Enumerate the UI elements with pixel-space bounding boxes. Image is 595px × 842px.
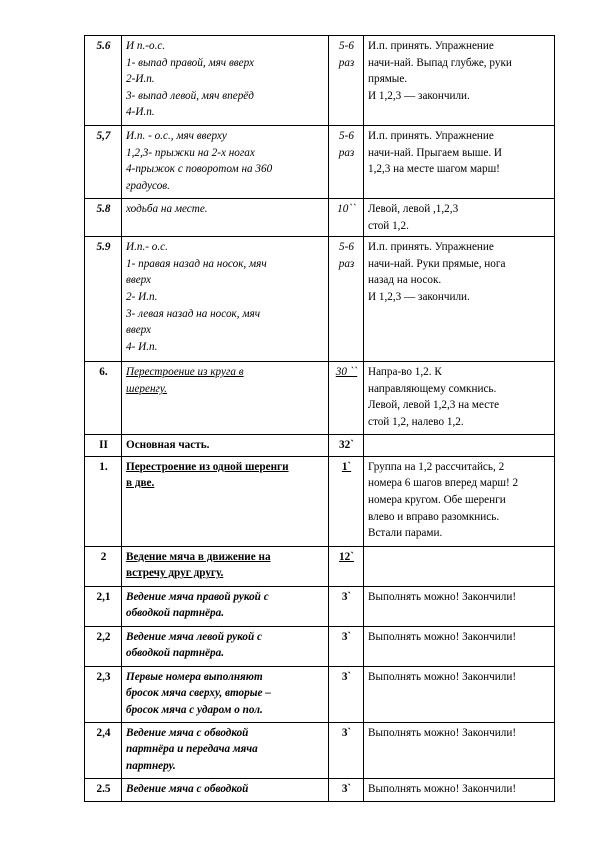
exercise-description: И.п.- о.с. 1- правая назад на носок, мяч вверх 2- И.п. 3- левая назад на носок, мяч вверх 4- И.п. — [122, 237, 329, 362]
exercise-title: Ведение мяча в движение на встречу друг другу. — [126, 550, 271, 580]
row-number: 5.9 — [85, 237, 122, 362]
exercise-description: ходьба на месте. — [122, 199, 329, 237]
row-number: 2,1 — [85, 586, 122, 626]
dosage: 3` — [329, 586, 364, 626]
dosage: 3` — [329, 778, 364, 801]
table-row — [85, 722, 555, 778]
dosage: 12` — [339, 550, 354, 563]
row-number: 2 — [85, 546, 122, 586]
dosage: 3` — [329, 722, 364, 778]
table-row — [85, 237, 555, 362]
methodical-notes: Выполнять можно! Закончили! — [364, 626, 555, 666]
exercise-description: И п.-о.с. 1- выпад правой, мяч вверх 2-И.п. 3- выпад левой, мяч вперёд 4-И.п. — [122, 36, 329, 126]
methodical-notes: И.п. принять. Упражнение начи-най. Руки прямые, нога назад на носок. И 1,2,3 — закончили. — [364, 237, 555, 362]
table-row — [85, 778, 555, 801]
table-row — [85, 362, 555, 435]
exercise-description: Ведение мяча левой рукой с обводкой партнёра. — [122, 626, 329, 666]
row-number: 2,4 — [85, 722, 122, 778]
methodical-notes: Выполнять можно! Закончили! — [364, 586, 555, 626]
row-number: 5.6 — [85, 36, 122, 126]
dosage: 5-6 раз — [329, 36, 364, 126]
dosage: 3` — [329, 626, 364, 666]
exercise-description: Первые номера выполняют бросок мяча сверху, вторые – бросок мяча с ударом о пол. — [122, 666, 329, 722]
table-row — [85, 126, 555, 199]
dosage: 3` — [329, 666, 364, 722]
dosage: 32` — [329, 435, 364, 457]
table-row — [85, 36, 555, 126]
methodical-notes: Левой, левой ,1,2,3 стой 1,2. — [364, 199, 555, 237]
methodical-notes: Напра-во 1,2. К направляющему сомкнись. Левой, левой 1,2,3 на месте стой 1,2, налево 1,2. — [364, 362, 555, 435]
exercise-description: Ведение мяча правой рукой с обводкой партнёра. — [122, 586, 329, 626]
methodical-notes: И.п. принять. Упражнение начи-най. Выпад глубже, руки прямые. И 1,2,3 — закончили. — [364, 36, 555, 126]
table-row — [85, 456, 555, 546]
lesson-plan-table — [84, 35, 555, 802]
table-row — [85, 435, 555, 457]
row-number: 6. — [85, 362, 122, 435]
row-number: 2,2 — [85, 626, 122, 666]
methodical-notes — [364, 546, 555, 586]
table-row — [85, 666, 555, 722]
row-number: 1. — [85, 456, 122, 546]
exercise-description — [122, 362, 329, 435]
section-title: Основная часть. — [122, 435, 329, 457]
table-row — [85, 586, 555, 626]
dosage: 1` — [341, 460, 352, 473]
methodical-notes: И.п. принять. Упражнение начи-най. Прыгаем выше. И 1,2,3 на месте шагом марш! — [364, 126, 555, 199]
dosage: 5-6 раз — [329, 237, 364, 362]
table-row — [85, 626, 555, 666]
exercise-description: И.п. - о.с., мяч вверху 1,2,3- прыжки на 2-х ногах 4-прыжок с поворотом на 360 градусов. — [122, 126, 329, 199]
row-number: 2,3 — [85, 666, 122, 722]
dosage: 10`` — [329, 199, 364, 237]
exercise-title: Перестроение из круга в шеренгу. — [126, 366, 244, 395]
methodical-notes: Группа на 1,2 рассчитайсь, 2 номера 6 шагов вперед марш! 2 номера кругом. Обе шеренги влево и вправо разомкнись. Встали парами. — [364, 456, 555, 546]
methodical-notes: Выполнять можно! Закончили! — [364, 666, 555, 722]
exercise-description: Ведение мяча с обводкой партнёра и передача мяча партнеру. — [122, 722, 329, 778]
row-number: 5,7 — [85, 126, 122, 199]
methodical-notes — [364, 435, 555, 457]
dosage: 5-6 раз — [329, 126, 364, 199]
exercise-description: Ведение мяча с обводкой — [122, 778, 329, 801]
table-row — [85, 199, 555, 237]
row-number: 2.5 — [85, 778, 122, 801]
methodical-notes: Выполнять можно! Закончили! — [364, 778, 555, 801]
methodical-notes: Выполнять можно! Закончили! — [364, 722, 555, 778]
row-number: 5.8 — [85, 199, 122, 237]
table-row — [85, 546, 555, 586]
section-number: II — [85, 435, 122, 457]
exercise-description — [122, 546, 329, 586]
exercise-description — [122, 456, 329, 546]
dosage: 30 `` — [335, 366, 358, 379]
exercise-title: Перестроение из одной шеренги в две. — [126, 460, 289, 490]
